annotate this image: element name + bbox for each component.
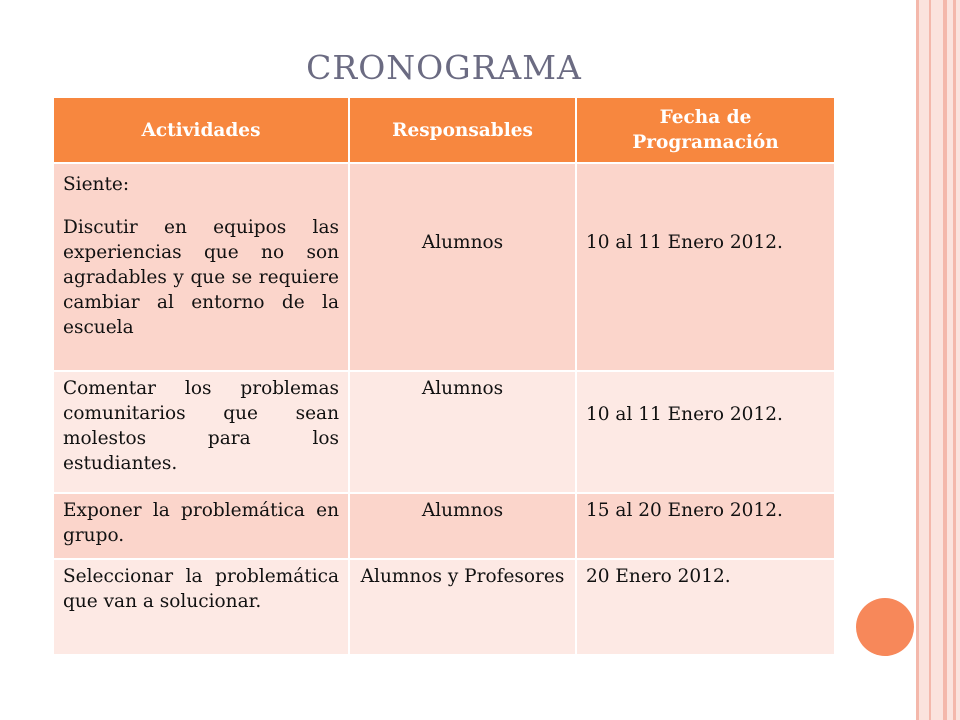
activity-text: Discutir en equipos las experiencias que no son agradables y que se requiere cambiar al entorno de la escuela	[63, 217, 339, 338]
table-row	[53, 559, 835, 655]
activity-intro: Siente:	[63, 174, 130, 195]
table-row	[53, 163, 835, 371]
schedule-table	[52, 96, 836, 656]
table-row	[53, 371, 835, 493]
page-title: CRONOGRAMA	[306, 48, 582, 87]
responsables-cell: Alumnos	[349, 163, 576, 371]
stripe-line	[953, 0, 956, 720]
stripe-line	[916, 0, 919, 720]
table-row	[53, 493, 835, 559]
date-cell: 15 al 20 Enero 2012.	[576, 493, 835, 559]
activity-cell: Comentar los problemas comunitarios que sean molestos para los estudiantes.	[53, 371, 349, 493]
responsables-cell: Alumnos	[349, 493, 576, 559]
stripe-line	[929, 0, 931, 720]
decorative-stripes	[916, 0, 960, 720]
stripe-line	[943, 0, 947, 720]
header-fecha: Fecha de Programación	[576, 97, 835, 163]
activity-cell	[53, 163, 349, 371]
date-cell: 10 al 11 Enero 2012.	[576, 371, 835, 493]
date-cell: 10 al 11 Enero 2012.	[576, 163, 835, 371]
responsables-cell: Alumnos	[349, 371, 576, 493]
responsables-cell: Alumnos y Profesores	[349, 559, 576, 655]
activity-cell: Seleccionar la problemática que van a solucionar.	[53, 559, 349, 655]
date-cell: 20 Enero 2012.	[576, 559, 835, 655]
header-actividades: Actividades	[53, 97, 349, 163]
header-responsables: Responsables	[349, 97, 576, 163]
table-header-row	[53, 97, 835, 163]
decorative-circle-icon	[856, 598, 914, 656]
activity-cell: Exponer la problemática en grupo.	[53, 493, 349, 559]
